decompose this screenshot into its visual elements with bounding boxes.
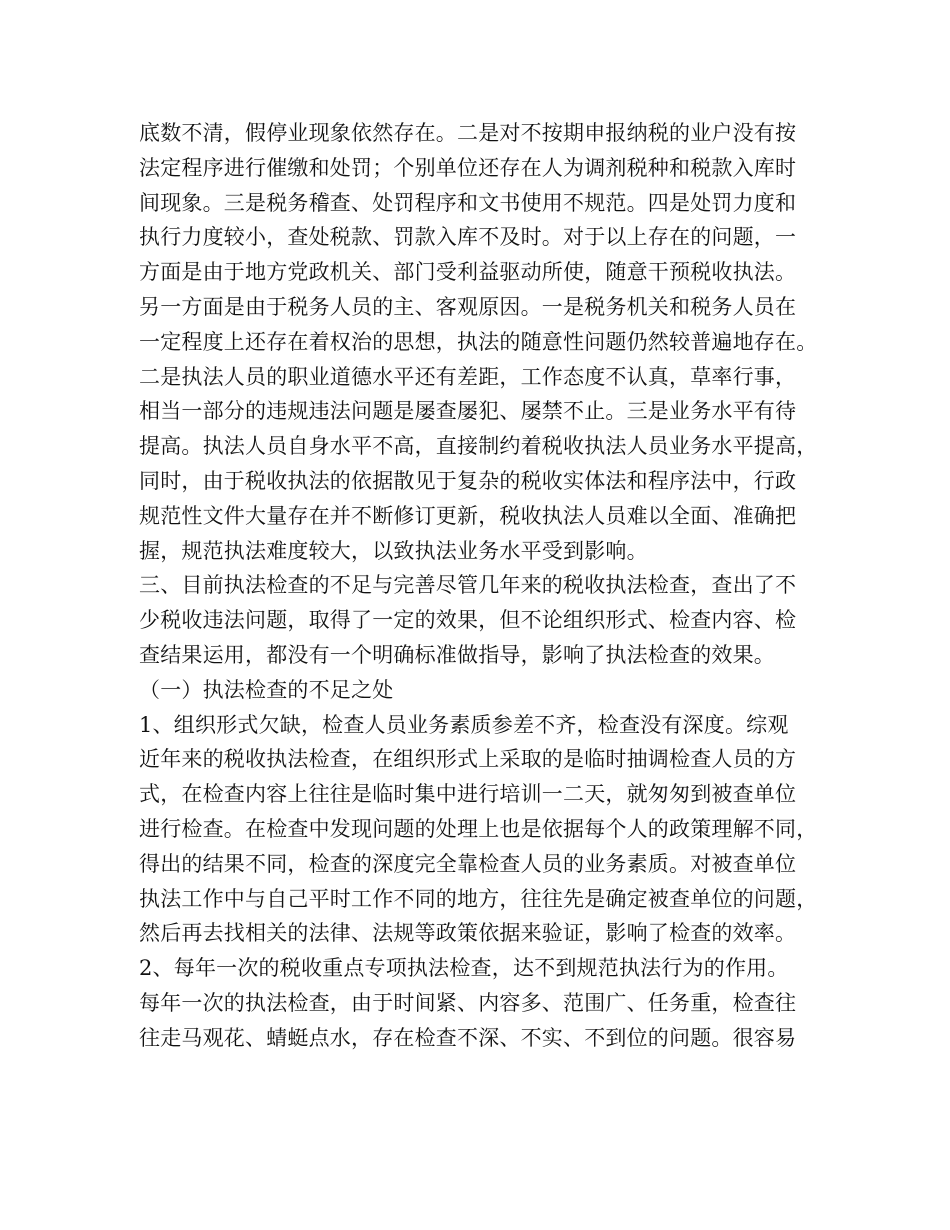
section-heading: （一）执法检查的不足之处 <box>139 678 394 702</box>
text-line: 往走马观花、蜻蜓点水，存在检查不深、不实、不到位的问题。很容易 <box>139 1026 797 1050</box>
text-line: 二是执法人员的职业道德水平还有差距，工作态度不认真，草率行事， <box>139 365 797 389</box>
text-line: 进行检查。在检查中发现问题的处理上也是依据每个人的政策理解不同， <box>139 817 818 841</box>
text-line: 得出的结果不同，检查的深度完全靠检查人员的业务素质。对被查单位 <box>139 852 797 876</box>
text-line: 然后再去找相关的法律、法规等政策依据来验证，影响了检查的效率。 <box>139 921 797 945</box>
text-line: 相当一部分的违规违法问题是屡查屡犯、屡禁不止。三是业务水平有待 <box>139 399 797 423</box>
text-line: 查结果运用，都没有一个明确标准做指导，影响了执法检查的效果。 <box>139 643 775 667</box>
text-line: 间现象。三是税务稽查、处罚程序和文书使用不规范。四是处罚力度和 <box>139 191 797 215</box>
text-line: 同时，由于税收执法的依据散见于复杂的税收实体法和程序法中，行政 <box>139 469 797 493</box>
text-line: 近年来的税收执法检查，在组织形式上采取的是临时抽调检查人员的方 <box>139 747 797 771</box>
text-line: 2、每年一次的税收重点专项执法检查，达不到规范执法行为的作用。 <box>139 956 789 980</box>
text-line: 提高。执法人员自身水平不高，直接制约着税收执法人员业务水平提高， <box>139 434 818 458</box>
text-line: 一定程度上还存在着权治的思想，执法的随意性问题仍然较普遍地存在。 <box>139 330 818 354</box>
text-line: 1、组织形式欠缺，检查人员业务素质参差不齐，检查没有深度。综观 <box>139 713 789 737</box>
text-line: 每年一次的执法检查，由于时间紧、内容多、范围广、任务重，检查往 <box>139 991 797 1015</box>
text-line: 底数不清，假停业现象依然存在。二是对不按期申报纳税的业户没有按 <box>139 121 797 145</box>
text-line: 执法工作中与自己平时工作不同的地方，往往先是确定被查单位的问题， <box>139 887 818 911</box>
text-line: 式，在检查内容上往往是临时集中进行培训一二天，就匆匆到被查单位 <box>139 782 797 806</box>
text-line: 三、目前执法检查的不足与完善尽管几年来的税收执法检查，查出了不 <box>139 573 797 597</box>
text-line: 另一方面是由于税务人员的主、客观原因。一是税务机关和税务人员在 <box>139 295 797 319</box>
text-line: 执行力度较小，查处税款、罚款入库不及时。对于以上存在的问题，一 <box>139 225 797 249</box>
text-line: 规范性文件大量存在并不断修订更新，税收执法人员难以全面、准确把 <box>139 504 797 528</box>
text-line: 少税收违法问题，取得了一定的效果，但不论组织形式、检查内容、检 <box>139 608 797 632</box>
text-line: 法定程序进行催缴和处罚；个别单位还存在人为调剂税种和税款入库时 <box>139 156 797 180</box>
text-line: 握，规范执法难度较大，以致执法业务水平受到影响。 <box>139 539 648 563</box>
text-line: 方面是由于地方党政机关、部门受利益驱动所使，随意干预税收执法。 <box>139 260 797 284</box>
